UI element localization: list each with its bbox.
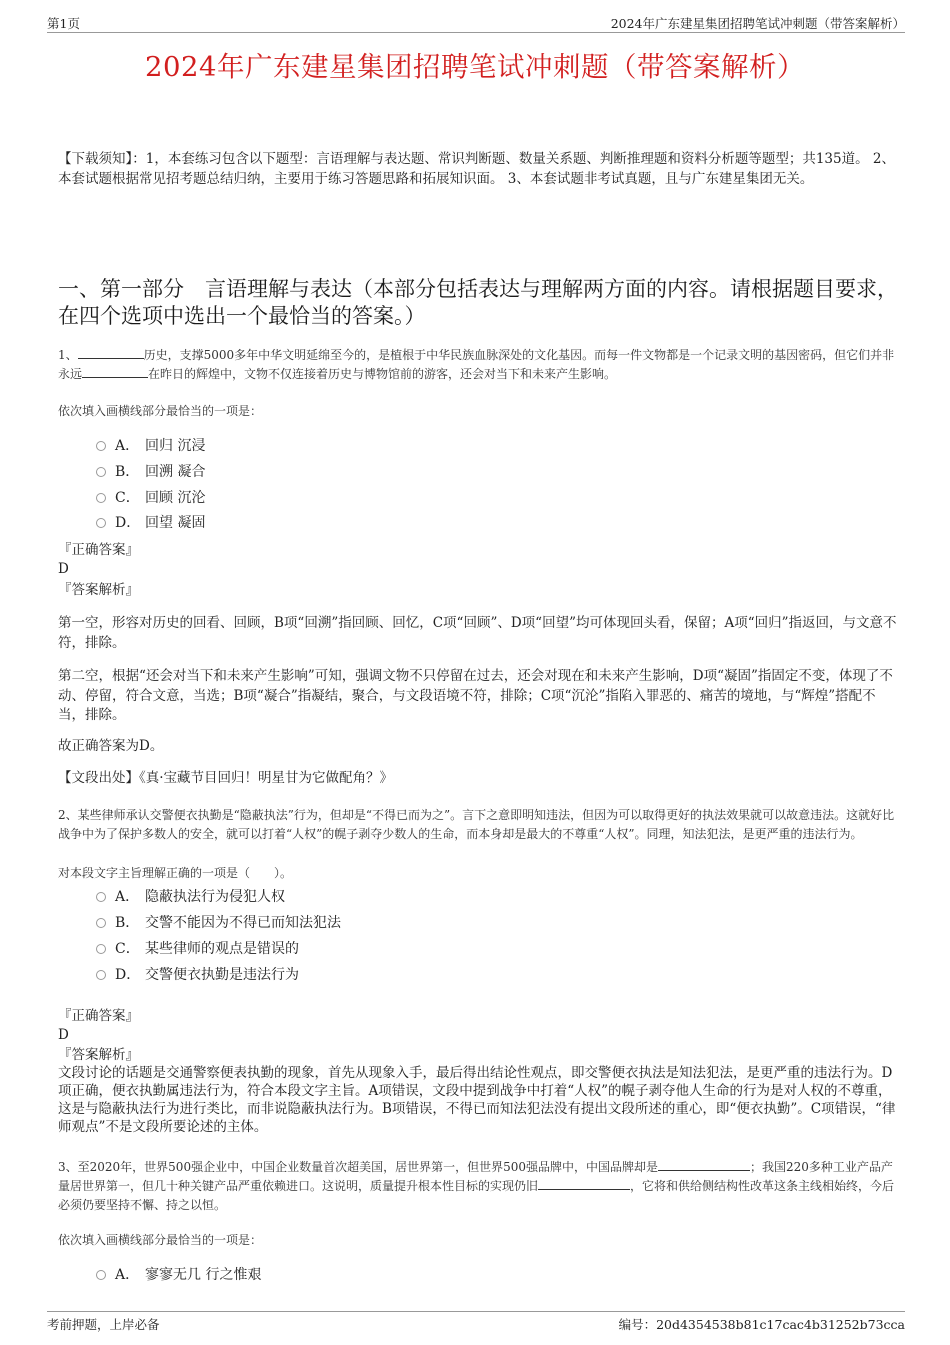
question-2-answer: D — [58, 1027, 69, 1043]
question-2-option-c[interactable] — [96, 939, 299, 959]
option-text: 交警便衣执勤是违法行为 — [145, 967, 299, 983]
question-3-part1: 3、至2020年，世界500强企业中，中国企业数量首次超美国，居世界第一，但世界500强品牌中，中国品牌却是 — [58, 1160, 658, 1174]
radio-icon[interactable] — [96, 970, 106, 980]
question-3-part3: ，它将和供给侧结构性改革这条主线相始终，今后必须仍要坚持不懈、持之以恒。 — [58, 1179, 895, 1212]
option-letter: C． — [115, 941, 140, 957]
radio-icon[interactable] — [96, 944, 106, 954]
question-1-number: 1、 — [58, 348, 78, 362]
radio-icon[interactable] — [96, 918, 106, 928]
radio-icon[interactable] — [96, 1270, 106, 1280]
section-heading: 一、第一部分 言语理解与表达（本部分包括表达与理解两方面的内容。请根据题目要求，在四个选项中选出一个最恰当的答案。） — [58, 277, 898, 328]
page-title: 2024年广东建星集团招聘笔试冲刺题（带答案解析） — [145, 51, 805, 83]
blank-2 — [82, 366, 148, 378]
question-1-source: 【文段出处】《真·宝藏节目回归！明星甘为它做配角？》 — [58, 770, 394, 786]
question-3-prompt: 依次填入画横线部分最恰当的一项是： — [58, 1233, 263, 1247]
header-rule — [47, 32, 905, 33]
question-1-option-c[interactable] — [96, 488, 205, 508]
question-3-part2: ；我国220多种工业产品产量居世界第一，但几十种关键产品严重依赖进口。这说明，质量提升根本性目标的实现仍旧 — [58, 1160, 893, 1193]
page-number: 第1页 — [47, 16, 80, 31]
footer-doc-id: 编号：20d4354538b81c17cac4b31252b73cca — [618, 1317, 905, 1332]
question-1-analysis-p2: 第二空，根据“还会对当下和未来产生影响”可知，强调文物不只停留在过去，还会对现在和未来产生影响，D项“凝固”指固定不变，体现了不动、停留，符合文意，当选；B项“凝合”指凝结，聚合，与文段语境不符，排除；C项“沉沦”指陷入罪恶的、痛苦的境地，与“辉煌”搭配不当，排除。 — [58, 668, 893, 723]
radio-icon[interactable] — [96, 518, 106, 528]
question-2-analysis-label: 『答案解析』 — [58, 1047, 139, 1063]
option-letter: D． — [115, 515, 141, 531]
option-letter: B． — [115, 464, 140, 480]
option-text: 寥寥无几 行之惟艰 — [145, 1267, 262, 1283]
radio-icon[interactable] — [96, 892, 106, 902]
radio-icon[interactable] — [96, 493, 106, 503]
blank-3 — [658, 1159, 750, 1171]
option-text: 回顾 沉沦 — [145, 490, 206, 506]
question-1-answer: D — [58, 561, 69, 577]
download-notice: 【下载须知】：1，本套练习包含以下题型：言语理解与表达题、常识判断题、数量关系题、判断推理题和资料分析题等题型；共135道。 2、本套试题根据常见招考题总结归纳，主要用于练习答题思路和拓展知识面。 3、本套试题非考试真题，且与广东建星集团无关。 — [58, 151, 895, 187]
question-1-answer-label: 『正确答案』 — [58, 542, 139, 558]
footer-rule — [47, 1311, 905, 1312]
radio-icon[interactable] — [96, 441, 106, 451]
question-1-part2: 在昨日的辉煌中，文物不仅连接着历史与博物馆前的游客，还会对当下和未来产生影响。 — [148, 367, 617, 381]
question-1-option-b[interactable] — [96, 462, 205, 482]
radio-icon[interactable] — [96, 467, 106, 477]
question-1-prompt: 依次填入画横线部分最恰当的一项是： — [58, 404, 263, 418]
option-text: 回归 沉浸 — [145, 438, 206, 454]
header-doc-title: 2024年广东建星集团招聘笔试冲刺题（带答案解析） — [610, 16, 905, 31]
question-2-prompt: 对本段文字主旨理解正确的一项是（ ）。 — [58, 866, 293, 880]
option-text: 回望 凝固 — [145, 515, 206, 531]
question-1-analysis-label: 『答案解析』 — [58, 582, 139, 598]
question-1-option-d[interactable] — [96, 513, 205, 533]
question-2-option-d[interactable] — [96, 965, 299, 985]
option-letter: A． — [115, 438, 140, 454]
option-letter: D． — [115, 967, 141, 983]
question-2-option-a[interactable] — [96, 887, 285, 907]
option-letter: A． — [115, 889, 140, 905]
question-1-text — [58, 346, 898, 384]
option-letter: C． — [115, 490, 140, 506]
option-text: 回溯 凝合 — [145, 464, 206, 480]
question-2-text: 2、某些律师承认交警便衣执勤是“隐蔽执法”行为，但却是“不得已而为之”。言下之意即明知违法，但因为可以取得更好的执法效果就可以故意违法。这就好比战争中为了保护多数人的安全，就可以打着“人权”的幌子剥夺少数人的生命，而本身却是最大的不尊重“人权”。同理，知法犯法，是更严重的违法行为。 — [58, 808, 895, 841]
question-2-answer-label: 『正确答案』 — [58, 1008, 139, 1024]
question-2-option-b[interactable] — [96, 913, 341, 933]
question-3-option-a[interactable] — [96, 1265, 261, 1285]
footer-slogan: 考前押题，上岸必备 — [47, 1317, 160, 1332]
option-letter: A． — [115, 1267, 140, 1283]
question-1-option-a[interactable] — [96, 436, 205, 456]
blank-4 — [538, 1178, 630, 1190]
blank-1 — [78, 347, 144, 359]
question-1-analysis-p1: 第一空，形容对历史的回看、回顾，B项“回溯”指回顾、回忆，C项“回顾”、D项“回望”均可体现回头看，保留；A项“回归”指返回，与文意不符，排除。 — [58, 615, 897, 651]
question-2-analysis: 文段讨论的话题是交通警察便表执勤的现象，首先从现象入手，最后得出结论性观点，即交警便衣执法是知法犯法，是更严重的违法行为。D项正确，便衣执勤属违法行为，符合本段文字主旨。A项错误，文段中提到战争中打着“人权”的幌子剥夺他人生命的行为是对人权的不尊重，这是与隐蔽执法行为进行类比，而非说隐蔽执法行为。B项错误，不得已而知法犯法没有提出文段所述的重心，即“便衣执勤”。C项错误，“律师观点”不是文段所要论述的主体。 — [58, 1065, 896, 1135]
option-text: 隐蔽执法行为侵犯人权 — [145, 889, 285, 905]
question-1-analysis-p3: 故正确答案为D。 — [58, 738, 164, 754]
question-1-part1: 历史，支撑5000多年中华文明延绵至今的，是植根于中华民族血脉深处的文化基因。而每一件文物都是一个记录文明的基因密码，但它们并非永远 — [58, 348, 895, 381]
question-3-text — [58, 1158, 898, 1215]
option-letter: B． — [115, 915, 140, 931]
option-text: 交警不能因为不得已而知法犯法 — [145, 915, 341, 931]
option-text: 某些律师的观点是错误的 — [145, 941, 299, 957]
